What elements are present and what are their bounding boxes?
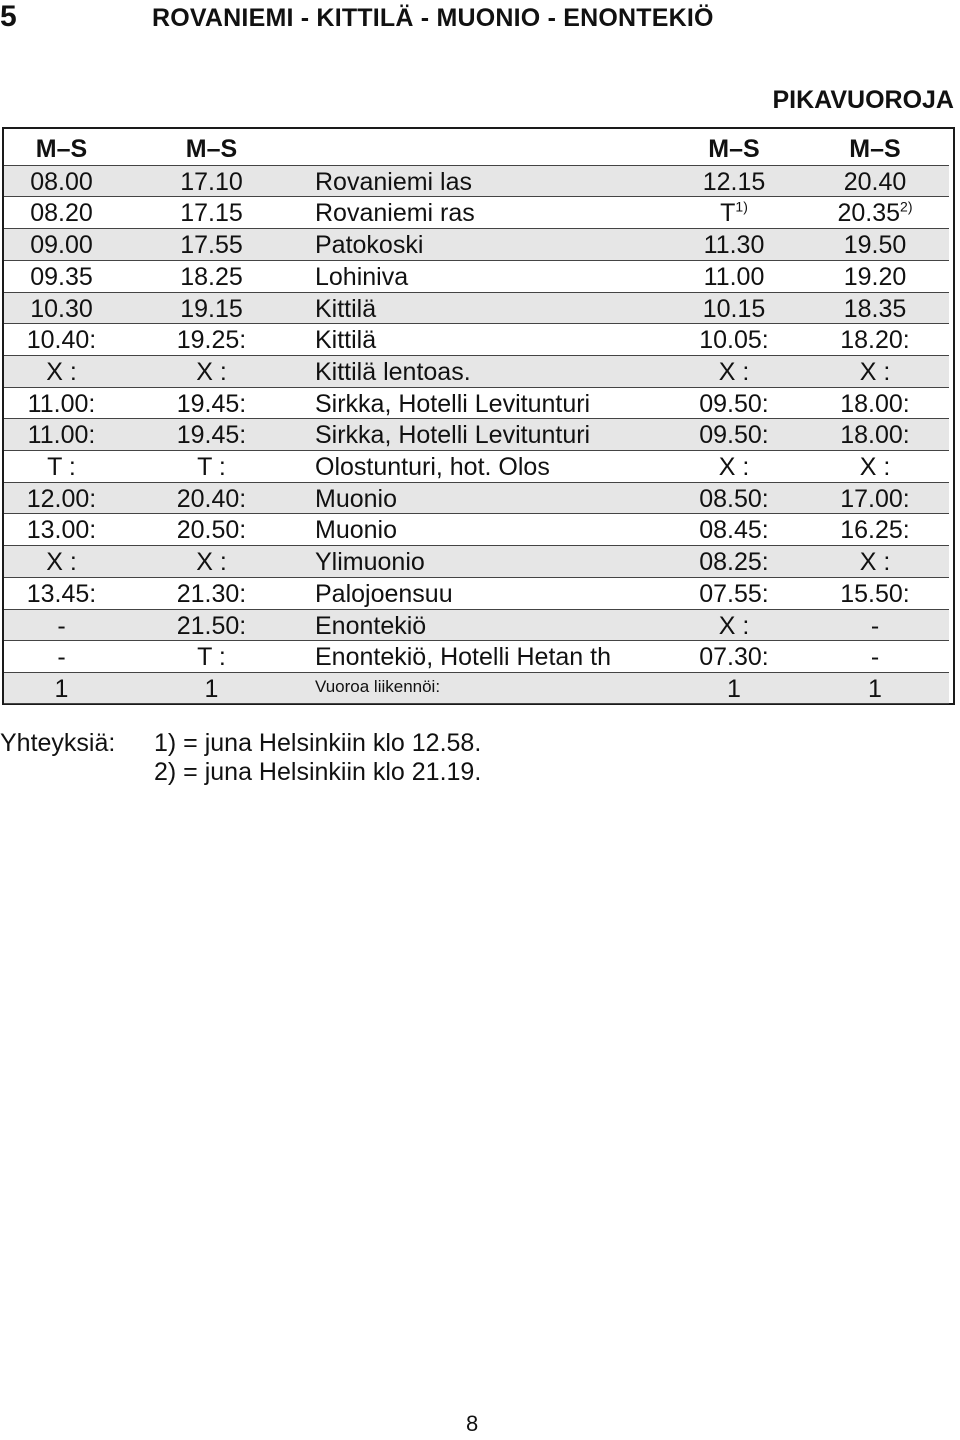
departure-cell-text: T: [720, 199, 736, 228]
departure-cell-text: X :: [46, 357, 77, 386]
departure-cell: [819, 483, 931, 515]
departure-cell-text: 11.00:: [27, 421, 96, 450]
departure-cell-text: X :: [196, 548, 227, 577]
departure-cell: [154, 356, 269, 388]
stop-name: [315, 356, 471, 388]
stop-name-text: Sirkka, Hotelli Levitunturi: [315, 389, 591, 418]
departure-cell-text: 08.20: [30, 199, 93, 228]
column-header-text: M–S: [708, 135, 760, 163]
departure-cell: [4, 356, 119, 388]
departure-cell-text: 08.50:: [699, 484, 769, 513]
note-1: 1) = juna Helsinkiin klo 12.58.: [154, 729, 482, 757]
stop-name-text: Kittilä: [315, 294, 377, 323]
operating-days-label: [315, 673, 440, 701]
stop-name-text: Muonio: [315, 484, 397, 513]
departure-cell-text: 12.00:: [26, 484, 97, 513]
departure-cell-text: 19.50: [843, 231, 907, 260]
departure-cell-text: 18.35: [843, 294, 907, 323]
departure-cell: [819, 610, 931, 642]
departure-cell: [669, 293, 799, 325]
departure-cell: [669, 261, 799, 293]
departure-cell-text: 08.25:: [699, 548, 769, 577]
departure-cell-text: 19.45:: [176, 389, 247, 418]
stop-name: [315, 261, 408, 293]
operating-days-cell-text: 1: [54, 674, 69, 703]
operating-days-cell: [154, 673, 269, 705]
departure-cell-text: X :: [859, 357, 891, 386]
departure-cell-text: 19.25:: [176, 326, 247, 355]
departure-cell-text: 09.35: [30, 262, 93, 291]
note-2: 2) = juna Helsinkiin klo 21.19.: [154, 758, 482, 786]
departure-cell-text: X :: [196, 357, 227, 386]
stop-name-text: Rovaniemi las: [315, 167, 473, 196]
stop-name: [315, 388, 590, 420]
departure-cell: [819, 641, 931, 673]
stop-name: [315, 610, 426, 642]
departure-cell-text: T :: [197, 643, 226, 672]
stop-name: [315, 483, 397, 515]
departure-cell: [669, 641, 799, 673]
stop-name-text: Lohiniva: [315, 262, 409, 291]
timetable-row: [4, 513, 949, 545]
departure-cell-text: 07.30:: [699, 643, 769, 672]
timetable-row: [4, 165, 949, 197]
departure-cell: [154, 483, 269, 515]
column-header: [819, 133, 931, 165]
timetable-row: [4, 355, 949, 387]
departure-cell: [154, 166, 269, 198]
departure-cell-text: T :: [47, 453, 76, 481]
departure-cell: [669, 610, 799, 642]
departure-cell-text: 10.15: [702, 294, 766, 323]
departure-cell-text: 11.00: [703, 262, 765, 291]
stop-name: [315, 451, 550, 483]
notes-label: Yhteyksiä:: [0, 729, 116, 757]
departure-cell: [4, 514, 119, 546]
stop-name-text: Muonio: [315, 516, 397, 545]
departure-cell-text: -: [870, 643, 880, 672]
stop-name-text: Kittilä lentoas.: [315, 357, 471, 386]
departure-cell-text: X :: [718, 357, 750, 386]
timetable-row: [4, 609, 949, 641]
timetable-footer-row: [4, 672, 949, 704]
departure-cell-text: 12.15: [702, 167, 766, 196]
departure-cell: [819, 419, 931, 451]
departure-cell-text: 20.40: [843, 167, 907, 196]
departure-cell-text: 13.00:: [26, 516, 97, 545]
departure-cell: [819, 451, 931, 483]
departure-cell: [154, 197, 269, 229]
departure-cell-text: 20.35: [837, 199, 901, 228]
operating-days-cell: [4, 673, 119, 705]
stop-name-text: Olostunturi, hot. Olos: [315, 453, 550, 481]
column-header-text: M–S: [185, 135, 238, 163]
departure-cell: [669, 324, 799, 356]
timetable-row: [4, 577, 949, 609]
departure-cell-text: 18.20:: [840, 326, 910, 355]
stop-name: [315, 641, 611, 673]
departure-cell: [4, 261, 119, 293]
column-header: [669, 133, 799, 165]
timetable-row: [4, 482, 949, 514]
departure-cell-text: X :: [46, 548, 77, 577]
timetable-header-row: [4, 133, 949, 165]
departure-cell: [154, 578, 269, 610]
stop-name: [315, 419, 590, 451]
departure-cell: [154, 514, 269, 546]
departure-cell-text: 15.50:: [840, 579, 910, 608]
departure-cell-text: -: [57, 643, 66, 672]
departure-cell-text: 19.15: [180, 294, 243, 323]
departure-cell: [669, 388, 799, 420]
departure-cell-text: 09.00: [30, 231, 93, 260]
departure-cell: [669, 451, 799, 483]
departure-cell: [4, 324, 119, 356]
stop-name-text: Kittilä: [315, 326, 377, 355]
departure-cell-text: -: [57, 611, 66, 640]
timetable-row: [4, 545, 949, 577]
stop-name-text: Ylimuonio: [315, 548, 425, 577]
departure-cell-text: 07.55:: [699, 579, 769, 608]
departure-cell: [4, 229, 119, 261]
timetable-row: [4, 640, 949, 672]
operating-days-cell-text: 1: [204, 674, 219, 703]
stop-name-text: Enontekiö: [315, 611, 427, 640]
departure-cell-text: 17.10: [180, 167, 243, 196]
column-header: [4, 133, 119, 165]
departure-cell-text: 08.00: [30, 167, 93, 196]
timetable-row: [4, 260, 949, 292]
stop-name: [315, 514, 397, 546]
departure-cell: [819, 546, 931, 578]
departure-cell: [819, 229, 931, 261]
departure-cell-text: 19.20: [843, 262, 907, 291]
departure-cell: [819, 388, 931, 420]
departure-cell: [4, 166, 119, 198]
departure-cell-text: 18.00:: [840, 421, 910, 450]
departure-cell: [154, 261, 269, 293]
departure-cell-text: 20.50:: [176, 516, 247, 545]
departure-cell-footnote-marker: 1): [735, 199, 748, 216]
departure-cell-text: X :: [859, 548, 891, 577]
stop-name: [315, 324, 376, 356]
departure-cell: [819, 166, 931, 198]
page-number: 8: [466, 1411, 479, 1436]
route-number: 5: [0, 0, 17, 33]
stop-name-text: Rovaniemi ras: [315, 199, 475, 228]
stop-name: [315, 229, 423, 261]
operating-days-cell: [669, 673, 799, 705]
departure-cell-text: 17.15: [180, 199, 243, 228]
departure-cell: [4, 578, 119, 610]
departure-cell-text: 11.00:: [27, 389, 96, 418]
departure-cell: [669, 356, 799, 388]
departure-cell: [669, 546, 799, 578]
operating-days-cell-text: 1: [727, 674, 741, 703]
departure-cell: [4, 483, 119, 515]
departure-cell-text: X :: [718, 453, 750, 481]
stop-name: [315, 197, 475, 229]
departure-cell-text: 19.45:: [176, 421, 247, 450]
column-header-text: M–S: [35, 135, 88, 163]
departure-cell-text: 10.30: [30, 294, 93, 323]
departure-cell: [669, 514, 799, 546]
departure-cell: [669, 166, 799, 198]
departure-cell-text: 13.45:: [26, 579, 97, 608]
departure-cell: [819, 261, 931, 293]
departure-cell: [4, 197, 119, 229]
departure-cell-text: 21.30:: [176, 579, 247, 608]
departure-cell-text: 18.00:: [840, 389, 910, 418]
departure-cell-text: 10.40:: [26, 326, 97, 355]
departure-cell: [154, 546, 269, 578]
column-header-text: M–S: [849, 135, 901, 163]
departure-cell: [669, 483, 799, 515]
departure-cell: [154, 229, 269, 261]
departure-cell-text: T :: [197, 453, 226, 481]
timetable-row: [4, 418, 949, 450]
departure-cell: [4, 451, 119, 483]
departure-cell: [4, 388, 119, 420]
timetable-row: [4, 292, 949, 324]
departure-cell: [154, 293, 269, 325]
departure-cell-text: 11.30: [703, 231, 765, 260]
stop-name: [315, 293, 376, 325]
departure-cell-text: X :: [718, 611, 750, 640]
stop-name: [315, 166, 472, 198]
section-label: PIKAVUOROJA: [772, 86, 954, 114]
stop-name-text: Patokoski: [315, 231, 424, 260]
departure-cell: [669, 578, 799, 610]
timetable-row: [4, 196, 949, 228]
departure-cell: [4, 546, 119, 578]
column-header: [154, 133, 269, 165]
departure-cell-text: 09.50:: [699, 389, 769, 418]
stop-name: [315, 578, 453, 610]
departure-cell-text: 18.25: [180, 262, 243, 291]
departure-cell: [819, 197, 931, 229]
departure-cell-text: 09.50:: [699, 421, 769, 450]
departure-cell: [4, 419, 119, 451]
departure-cell-text: 08.45:: [699, 516, 769, 545]
departure-cell-text: 21.50:: [176, 611, 247, 640]
departure-cell-text: 17.55: [180, 231, 243, 260]
timetable-row: [4, 323, 949, 355]
departure-cell: [154, 451, 269, 483]
departure-cell-footnote-marker: 2): [900, 199, 913, 216]
departure-cell-text: 16.25:: [840, 516, 910, 545]
departure-cell: [669, 197, 799, 229]
stop-name: [315, 546, 425, 578]
operating-days-cell-text: 1: [868, 674, 882, 703]
stop-name-text: Sirkka, Hotelli Levitunturi: [315, 421, 591, 450]
operating-days-cell: [819, 673, 931, 705]
departure-cell-text: -: [870, 611, 880, 640]
departure-cell: [819, 356, 931, 388]
route-title: ROVANIEMI - KITTILÄ - MUONIO - ENONTEKIÖ: [152, 4, 714, 32]
departure-cell: [669, 229, 799, 261]
timetable-row: [4, 228, 949, 260]
departure-cell-text: 10.05:: [699, 326, 769, 355]
operating-days-label-text: Vuoroa liikennöi:: [315, 676, 441, 696]
departure-cell: [154, 610, 269, 642]
departure-cell: [154, 388, 269, 420]
departure-cell-text: 20.40:: [176, 484, 247, 513]
departure-cell: [4, 641, 119, 673]
stop-name-text: Palojoensuu: [315, 579, 453, 608]
departure-cell: [819, 324, 931, 356]
departure-cell: [819, 293, 931, 325]
departure-cell: [4, 610, 119, 642]
departure-cell: [819, 578, 931, 610]
departure-cell-text: X :: [859, 453, 891, 481]
stop-name-text: Enontekiö, Hotelli Hetan th: [315, 643, 612, 672]
departure-cell: [154, 419, 269, 451]
departure-cell-text: 17.00:: [840, 484, 910, 513]
departure-cell: [4, 293, 119, 325]
departure-cell: [819, 514, 931, 546]
departure-cell: [154, 641, 269, 673]
departure-cell: [154, 324, 269, 356]
timetable-row: [4, 387, 949, 419]
departure-cell: [669, 419, 799, 451]
timetable-row: [4, 450, 949, 482]
